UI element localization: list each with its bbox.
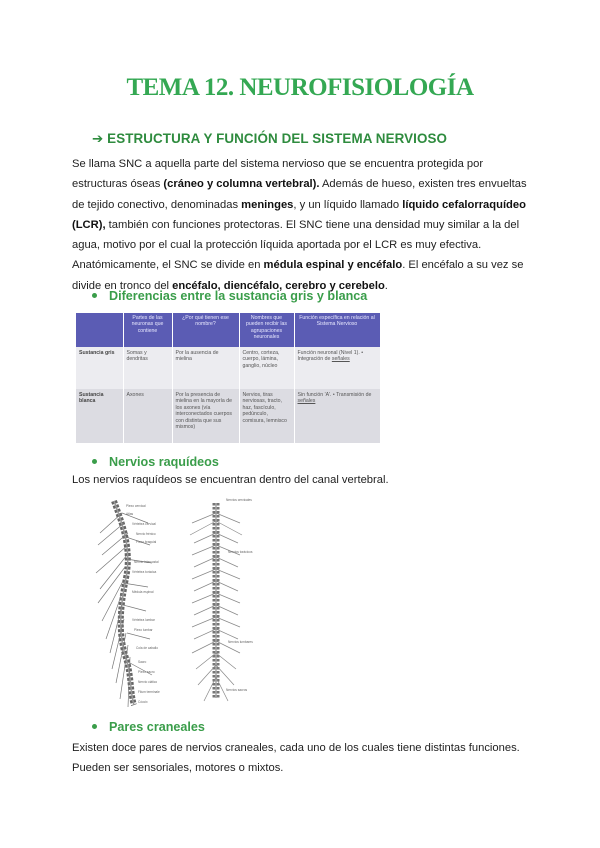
figure-label: Cóccix (138, 700, 148, 704)
table-cell: Función neuronal (Nivel 1). • Integración de señales (294, 347, 380, 389)
row-label: Sustancia blanca (76, 389, 123, 443)
comparison-table (76, 313, 381, 443)
table-header-cell: ¿Por qué tienen ese nombre? (172, 313, 239, 347)
table-header-row (76, 313, 380, 347)
table-header-cell (76, 313, 123, 347)
bullet-dot-icon (92, 459, 97, 464)
figure-label: Nervio ciático (138, 680, 158, 684)
section-heading-text: ESTRUCTURA Y FUNCIÓN DEL SISTEMA NERVIOSO (107, 131, 448, 146)
figure-label: Nervios lumbares (228, 640, 253, 644)
spine-dorsal-view (190, 503, 242, 701)
intro-paragraph: Se llama SNC a aquella parte del sistema nervioso que se encuentra protegida por estructuras óseas (cráneo y columna vertebral). Además de hueso, existen tres envueltas de tejido conectivo, denominadas meninges, y un líquido llamado líquido cefalorraquídeo (LCR), también con funciones protectoras. El SNC tiene una densidad muy similar a la del agua, motivo por el cual la protección líquida aportada por el LCR es muy efectiva. Anatómicamente, el SNC se divide en médula espinal y encéfalo. El encéfalo a su vez se divide en tronco del encéfalo, diencéfalo, cerebro y cerebelo. (72, 158, 527, 292)
arrow-icon: ➔ (92, 131, 104, 146)
table-cell: Nervios, tiras nerviosas, tracto, haz, fascículo, pedúnculo, comisura, lemnisco (239, 389, 294, 443)
bullet-dot-icon (92, 293, 97, 298)
table-header-cell: Función específica en relación al Sistema Nervioso (294, 313, 380, 347)
figure-label: Plexo cervical (126, 504, 146, 508)
table-cell: Axones (123, 389, 172, 443)
spinal-nerves-illustration (92, 493, 262, 713)
figure-label: Vértebra torácica (132, 570, 157, 574)
figure-label: Plexo sacro (138, 670, 155, 674)
figure-label: Atlas (126, 512, 134, 516)
figure-label: Nervio intercostal (134, 560, 159, 564)
bullet-dot-icon (92, 724, 97, 729)
table-header-cell: Partes de las neuronas que contiene (123, 313, 172, 347)
table-row (76, 347, 380, 389)
figure-label: Filum terminale (138, 690, 160, 694)
table-cell: Por la presencia de mielina en la mayoría de los axones (vía interconectados cuerpos con distinta que sus mismos) (172, 389, 239, 443)
table-cell: Sin función 'A'. • Transmisión de señales (294, 389, 380, 443)
table-header-cell: Nombres que pueden recibir las agrupaciones neuronales (239, 313, 294, 347)
figure-label: Plexo braquial (136, 540, 157, 544)
table-cell: Por la ausencia de mielina (172, 347, 239, 389)
row-label: Sustancia gris (76, 347, 123, 389)
figure-label: Vértebra lumbar (132, 618, 155, 622)
section-heading (92, 131, 447, 147)
figure-label: Médula espinal (132, 590, 154, 594)
figure-label: Vértebra cervical (132, 522, 156, 526)
figure-label: Nervios sacros (226, 688, 248, 692)
figure-label: Nervios cervicales (226, 498, 252, 502)
figure-label: Cola de caballo (136, 646, 158, 650)
bullet-nervios: Nervios raquídeos (92, 455, 219, 469)
nerves-paragraph: Los nervios raquídeos se encuentran dentro del canal vertebral. (72, 474, 389, 486)
table-row (76, 389, 380, 443)
table-cell: Centro, corteza, cuerpo, lámina, ganglio, núcleo (239, 347, 294, 389)
figure-label: Nervio frénico (136, 532, 156, 536)
cranial-paragraph: Existen doce pares de nervios craneales, cada uno de los cuales tiene distintas funciones. Pueden ser sensoriales, motores o mixtos. (72, 742, 520, 775)
figure-label: Nervios torácicos (228, 550, 253, 554)
bullet-pares: Pares craneales (92, 720, 205, 734)
bullet-sustancia: Diferencias entre la sustancia gris y blanca (92, 289, 367, 303)
table-cell: Somas y dendritas (123, 347, 172, 389)
figure-label: Sacro (138, 660, 147, 664)
figure-label: Plexo lumbar (134, 628, 153, 632)
page-title: TEMA 12. NEUROFISIOLOGÍA (126, 74, 474, 101)
